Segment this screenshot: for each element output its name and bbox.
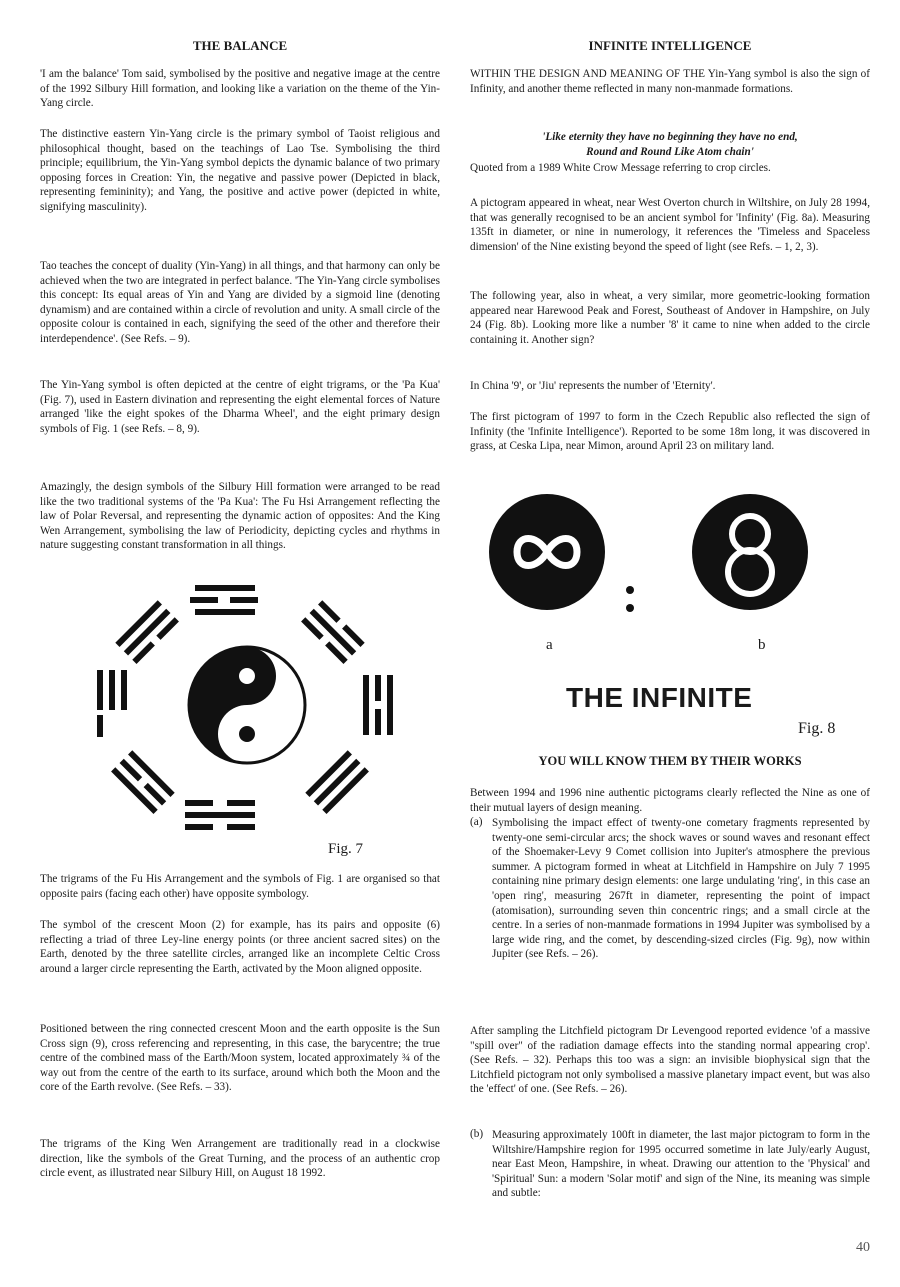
fig8b-label: b — [758, 637, 766, 653]
paragraph: The first pictogram of 1997 to form in the Czech Republic also reflected the sign of Infinity (the 'Infinite Intelligence'). Reported to be some 18m long, it was discovered in grass, at Ceska Lipa, near Mimon, around April 23 on military land. — [470, 411, 870, 453]
paragraph: The symbol of the crescent Moon (2) for example, has its pairs and opposite (6) reflecting a triad of three Ley-line energy points (or three ancient sacred sites) on the Earth, denoted by the three satellite circles, arranged like an incomplete Celtic Cross around a larger circle representing the Earth, activated by the Moon aligned opposite. — [40, 919, 440, 975]
fig7-caption: Fig. 7 — [328, 841, 364, 857]
fig8a-label: a — [546, 637, 553, 653]
paragraph: A pictogram appeared in wheat, near West Overton church in Wiltshire, on July 28 1994, that was generally recognised to be an ancient symbol for 'Infinity' (Fig. 8a). Measuring 135ft in diameter, or nine in numerology, it references the 'Timeless and Spaceless dimension' of the Nine existing beyond the speed of light (see Refs. – 1, 2, 3). — [470, 197, 870, 253]
quote-source: Quoted from a 1989 White Crow Message referring to crop circles. — [470, 162, 771, 174]
list-item-b: Measuring approximately 100ft in diameter, the last major pictogram to form in the Wiltshire/Hampshire region for 1995 occurred sometime in late July/early August, near East Meon, Hampshire, in wheat. Drawing our attention to the 'Physical' and 'Spiritual' Sun: a modern 'Solar motif' and sign of the Nine, its meaning was simple and subtle: — [492, 1129, 870, 1200]
paragraph: The following year, also in wheat, a very similar, more geometric-looking formation appeared near Harewood Peak and Forest, Southeast of Andover in Hampshire, on July 24 (Fig. 8b). Looking more like a number '8' it came to nine when added to the circle containing it. Another sign? — [470, 290, 870, 346]
fig8-caption: Fig. 8 — [798, 720, 836, 737]
heading-infinite-intelligence: INFINITE INTELLIGENCE — [588, 38, 752, 53]
paragraph: The Yin-Yang symbol is often depicted at the centre of eight trigrams, or the 'Pa Kua' (Fig. 7), used in Eastern divination and representing the eight elemental forces of Nature arranged 'like the eight spokes of the Dharma Wheel', and the eight primary design symbols of Fig. 1 (see Refs. – 8, 9). — [40, 379, 440, 435]
paragraph: In China '9', or 'Jiu' represents the number of 'Eternity'. — [470, 380, 716, 392]
figure-eight-circle-icon — [692, 494, 808, 610]
paragraph: WITHIN THE DESIGN AND MEANING OF THE Yin-Yang symbol is also the sign of Infinity, and another theme reflected in many non-manmade formations. — [470, 68, 870, 95]
page-number: 40 — [856, 1240, 870, 1255]
the-infinite-title: THE INFINITE — [566, 682, 753, 713]
heading-the-balance: THE BALANCE — [192, 38, 288, 53]
paragraph: Amazingly, the design symbols of the Silbury Hill formation were arranged to be read like the two traditional systems of the 'Pa Kua': The Fu Hsi Arrangement reflecting the law of Polar Reversal, and representing the dynamic action of opposites: And the King Wen Arrangement, symbolising the law of Periodicity, depicting cycles and rhythms in nature suggesting constant transformation in all things. — [40, 481, 440, 552]
list-marker-b: (b) — [470, 1128, 484, 1140]
paragraph: 'I am the balance' Tom said, symbolised by the positive and negative image at the centre of the 1992 Silbury Hill formation, and looking like a variation on the theme of the Yin-Yang circle. — [40, 68, 440, 110]
infinity-figure — [482, 492, 862, 632]
paragraph: The trigrams of the King Wen Arrangement are traditionally read in a clockwise direction, like the symbols of the Great Turning, and the process of an authentic crop circle event, as illustrated near Silbury Hill, on August 18 1992. — [40, 1138, 440, 1180]
infinity-circle-icon — [489, 494, 605, 610]
list-marker-a: (a) — [470, 816, 483, 828]
quote-line: 'Like eternity they have no beginning they have no end, — [542, 131, 798, 143]
paragraph: After sampling the Litchfield pictogram Dr Levengood reported evidence 'of a massive "spill over" of the radiation damage effects into the standing normal appearing crop'. (See Refs. – 32). Perhaps this too was a sign: an invisible biophysical sign that the Litchfield pictogram not only symbolised a massive planetary impact event, but was also the 'effect' of one. (See Refs. – 26). — [470, 1025, 870, 1096]
pa-kua-figure — [85, 575, 405, 840]
paragraph: The trigrams of the Fu His Arrangement and the symbols of Fig. 1 are organised so that opposite pairs (facing each other) have opposite symbology. — [40, 873, 440, 900]
yin-yang-icon — [189, 647, 305, 763]
heading-you-will-know-them: YOU WILL KNOW THEM BY THEIR WORKS — [538, 754, 802, 768]
paragraph: Between 1994 and 1996 nine authentic pictograms clearly reflected the Nine as one of their mutual layers of design meaning. — [470, 787, 870, 814]
paragraph: Tao teaches the concept of duality (Yin-Yang) in all things, and that harmony can only be achieved when the two are integrated in perfect balance. 'The Yin-Yang circle symbolises this concept: Its equal areas of Yin and Yang are divided by a sigmoid line (denoting dynamism) and are contained within a circle of revolution and unity. A small circle of the opposite colour is contained in each, signifying the seed of the other and therefore their interdependence'. (See Refs. – 9). — [40, 260, 440, 345]
paragraph: Positioned between the ring connected crescent Moon and the earth opposite is the Sun Cross sign (9), cross referencing and representing, in this case, the barycentre; the true centre of the combined mass of the Earth/Moon system, located approximately ¾ of the way out from the centre of the earth to its surface, around which both the Moon and the core of the Earth revolve. (See Refs. – 33). — [40, 1023, 440, 1094]
quote-line: Round and Round Like Atom chain' — [586, 146, 754, 158]
list-item-a: Symbolising the impact effect of twenty-one cometary fragments represented by twenty-one semi-circular arcs; the shock waves or sound waves and resonant effect of the Shoemaker-Levy 9 Comet collision into Jupiter's atmosphere the previous summer. A pictogram formed in wheat at Litchfield in Hampshire on July 7 1995 containing nine primary design elements: one large undulating 'ring', in this case an 'open ring', measuring 267ft in diameter, representing the point of impact (atomisation), surrounding seven thin concentric rings; and a small circle at the centre. In a series of non-manmade formations in 1994 Jupiter was symbolised by a large wide ring, and the comet, by descending-sized circles (Fig. 9g), now within Jupiter (see Refs. – 26). — [492, 817, 870, 961]
paragraph: The distinctive eastern Yin-Yang circle is the primary symbol of Taoist religious and philosophical thought, based on the teachings of Lao Tse. Symbolising the third principle; equilibrium, the Yin-Yang symbol depicts the dynamic balance of two primary opposing forces in Creation: Yin, the negative and passive power (Depicted in black, representing femininity); and Yang, the positive and active power (depicted in white, signifying masculinity). — [40, 128, 440, 213]
